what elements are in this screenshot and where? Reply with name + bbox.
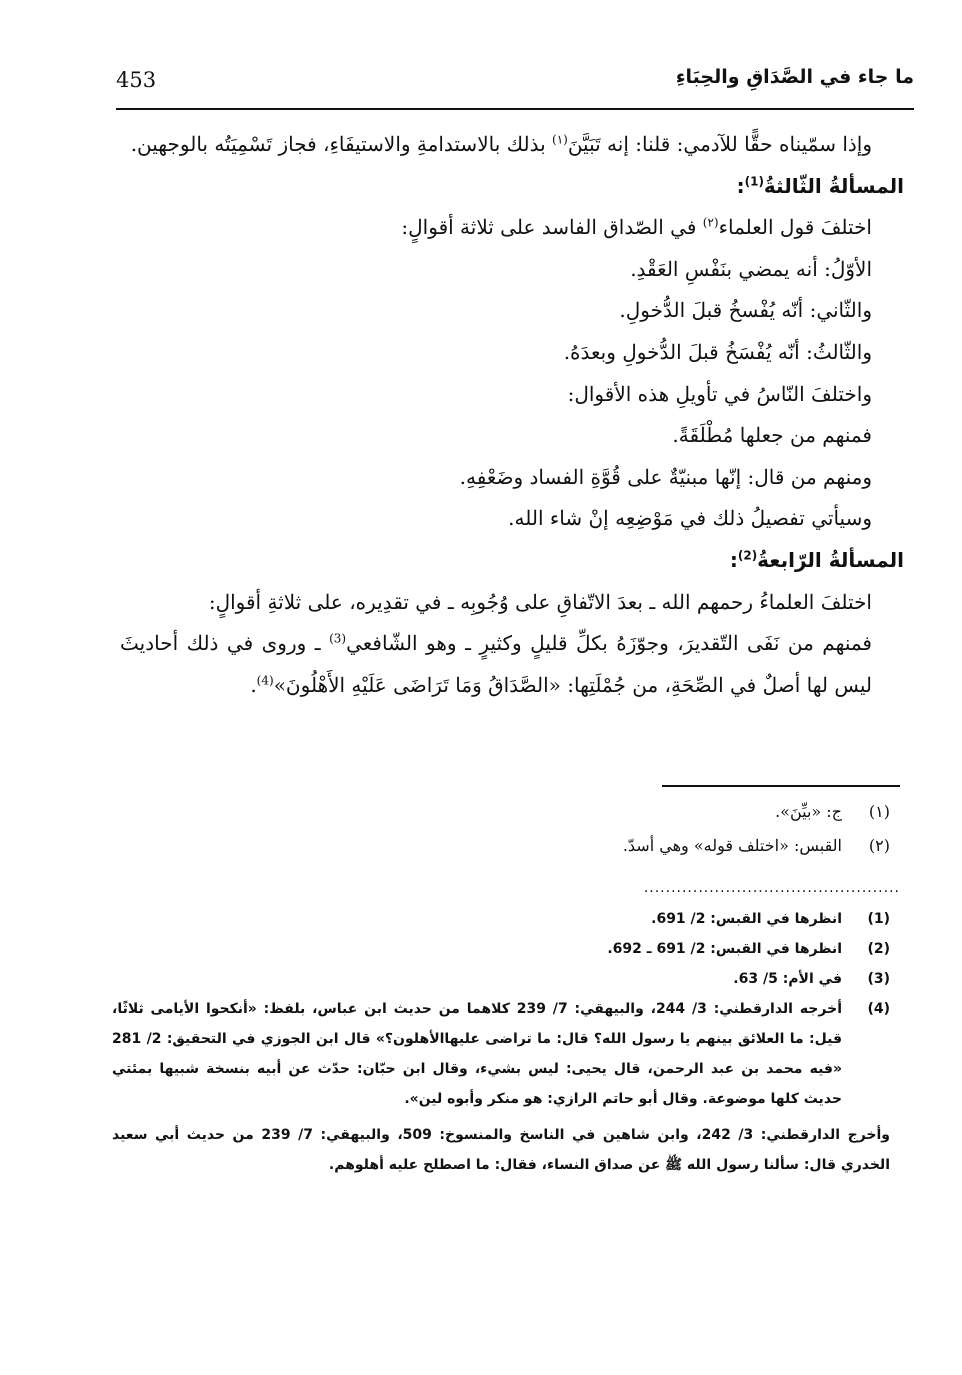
paragraph-forthcoming: وسيأتي تفصيلُ ذلك في مَوْضِعِه إنْ شاء الله.: [508, 506, 872, 531]
footnote-number: (١): [868, 802, 890, 821]
footnote-text: القبس: «اختلف قوله» وهي أسدّ.: [622, 836, 842, 855]
footnote-number: (2): [867, 941, 890, 957]
footnote-number: (3): [867, 971, 890, 987]
header-rule: [116, 108, 914, 110]
heading-fourth-issue-marker: (2): [737, 548, 758, 563]
heading-fourth-issue-colon: :: [729, 547, 738, 572]
paragraph-disagreement-b: في الصّداق الفاسد على ثلاثة أقوالٍ:: [401, 215, 703, 240]
footnote-marker-3: (3): [329, 631, 347, 646]
footnote-rule: [662, 785, 900, 787]
heading-third-issue-text: المسألةُ الثّالثةُ: [763, 173, 904, 198]
footnote-number: (٢): [868, 836, 890, 855]
paragraph-absolute: فمنهم من جعلها مُطْلَقَةً.: [672, 423, 872, 448]
paragraph-naming: [120, 124, 904, 166]
footnote-item: [120, 829, 890, 863]
footnote-text: أخرجه الدارقطني: 3/ 244، والبيهقي: 7/ 239 كلاهما من حديث ابن عباس، بلفظ: «أنكحوا الأيامى ثلاثًا، قيل: ما العلائق بينهم يا رسول الله؟ قال: ما تراضى عليهاالأهلون؟» قال ابن الجوزي في التحقيق: 2/ 281 «فيه محمد بن عبد الرحمن، قال يحيى: ليس بشيء، وقال ابن حبّان: حدّث عن أبيه بنسخة شبيها بمئتي حديث كلها موضوعة. وقال أبو حاتم الرازي: هو منكر وأبوه لين».: [112, 1001, 842, 1107]
paragraph-naming-rest: بذلك بالاستدامةِ والاستيفَاءِ، فجاز تَسْمِيَتُه بالوجهين.: [130, 132, 552, 156]
paragraph-disagreement-a: اختلفَ قول العلماء: [718, 215, 872, 240]
heading-fourth-issue: [120, 540, 904, 582]
opinion-third: والثّالثُ: أنّه يُفْسَخُ قبلَ الدُّخولِ وبعدَهُ.: [563, 339, 872, 364]
paragraph-shafii-a: فمنهم من نَفَى التّقديرَ، وجوّزَهُ بكلِّ قليلٍ وكثيرٍ ـ وهو الشّافعي: [346, 631, 872, 656]
footnote-item: [112, 964, 890, 994]
heading-third-issue: [120, 166, 904, 208]
heading-fourth-issue-text: المسألةُ الرّابعةُ: [757, 547, 904, 572]
paragraph-strength: ومنهم من قال: إنّها مبنيّةٌ على قُوَّةِ الفساد وضَعْفِهِ.: [459, 464, 872, 489]
footnote-text: انظرها في القبس: 2/ 691 ـ 692.: [607, 941, 842, 957]
footnote-continuation: وأخرج الدارقطني: 3/ 242، وابن شاهين في الناسخ والمنسوخ: 509، والبيهقي: 7/ 239 من حديث أبي سعيد الخدري قال: سألنا رسول الله ﷺ عن صداق النساء، فقال: ما اصطلح عليه أهلوهم.: [112, 1127, 890, 1173]
footnote-number: (1): [867, 911, 890, 927]
footnote-text: انظرها في القبس: 2/ 691.: [651, 911, 842, 927]
footnote-item: [120, 795, 890, 829]
footnote-marker-1: (١): [552, 132, 568, 147]
chapter-title: ما جاء في الصَّدَاقِ والحِبَاءِ: [675, 66, 914, 88]
editor-footnotes: [112, 904, 890, 1180]
footnote-marker-2: (٢): [702, 215, 719, 230]
footnote-item: [112, 934, 890, 964]
paragraph-estimation: اختلفَ العلماءُ رحمهم الله ـ بعدَ الاتّفاقِ على وُجُوبِه ـ في تقدِيره، على ثلاثةِ أقوالٍ:: [208, 589, 872, 614]
footnote-text: في الأم: 5/ 63.: [733, 971, 842, 987]
paragraph-shafii: [120, 623, 904, 706]
paragraph-shafii-b: ـ وروى في ذلك أحاديثَ ليس لها أصلٌ في الصِّحَةِ، من جُمْلَتِها: «الصَّدَاقُ وَمَا تَرَاضَى عَلَيْهِ الأَهْلُونَ»: [120, 631, 872, 697]
footnote-item: [112, 904, 890, 934]
paragraph-naming-text: وإذا سمّيناه حقًّا للآدمي: قلنا: إنه تَبَيَّنَ: [567, 132, 872, 156]
footnote-number: (4): [867, 1001, 890, 1017]
footnote-item: [112, 994, 890, 1114]
page-number: 453: [116, 68, 157, 92]
footnote-marker-4: (4): [256, 673, 274, 688]
paragraph-interpretation: واختلفَ النّاسُ في تأويلِ هذه الأقوال:: [567, 381, 872, 406]
main-text: [120, 124, 904, 706]
heading-third-issue-colon: :: [736, 173, 745, 198]
paragraph-shafii-end: .: [250, 672, 257, 697]
paragraph-disagreement: [120, 207, 904, 249]
original-footnotes: [120, 795, 890, 863]
opinion-second: والثّاني: أنّه يُفْسخُ قبلَ الدُّخولِ.: [619, 298, 872, 323]
footnote-text: ج: «بيِّنَ».: [775, 802, 842, 821]
opinion-first: الأوّلُ: أنه يمضي بنَفْسِ العَقْدِ.: [630, 256, 872, 281]
running-header: [116, 66, 914, 106]
dotted-separator: ...............................................: [643, 880, 900, 896]
heading-third-issue-marker: (1): [744, 173, 764, 188]
